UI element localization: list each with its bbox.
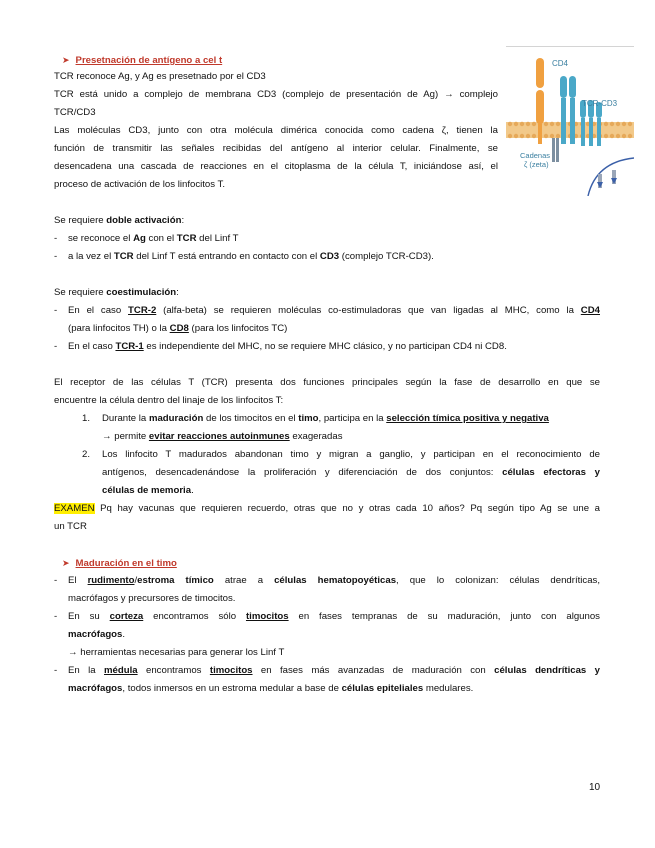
label-zeta: ζ (zeta) bbox=[524, 160, 549, 169]
tcr-cd3-figure bbox=[506, 46, 634, 196]
numbered-item: 1. Durante la maduración de los timocitos en el timo, participa en la selección tímica positiva y negativa bbox=[82, 413, 549, 424]
list-item: - En su corteza encontramos sólo timocitos en fases tempranas de su maduración, junto con algunos bbox=[54, 611, 600, 622]
numbered-item-continuation: → permite evitar reacciones autoinmunes exageradas bbox=[102, 431, 343, 442]
list-item: - En la médula encontramos timocitos en fases más avanzadas de maduración con células dendríticas y bbox=[54, 665, 600, 676]
paragraph-line: TCR está unido a complejo de membrana CD3 (complejo de presentación de Ag) → complejo bbox=[54, 89, 498, 100]
paragraph-line: TCR/CD3 bbox=[54, 107, 96, 118]
list-item: - En el caso TCR-2 (alfa-beta) se requieren moléculas co-estimuladoras que van ligadas al MHC, como la CD4 bbox=[54, 305, 600, 316]
section-heading-maduracion: ➤ Maduración en el timo bbox=[62, 558, 177, 569]
dash-bullet-icon: - bbox=[54, 233, 58, 244]
arrow-bullet-icon: ➤ bbox=[62, 558, 70, 568]
paragraph-line: TCR reconoce Ag, y Ag es presetnado por el CD3 bbox=[54, 71, 266, 82]
list-item-continuation: macrófagos. bbox=[68, 629, 126, 640]
cell-interior-arc bbox=[588, 158, 634, 196]
list-item-continuation: macrófagos, todos inmersos en un estroma medular a base de células epiteliales medulares. bbox=[68, 683, 474, 694]
list-item-continuation: → herramientas necesarias para generar los Linf T bbox=[68, 647, 285, 658]
doble-activacion-intro: Se requiere doble activación: bbox=[54, 215, 185, 226]
label-cadenas: Cadenas bbox=[520, 151, 551, 160]
list-item: - El rudimento/estroma tímico atrae a células hematopoyéticas, que lo colonizan: células dendríticas, bbox=[54, 575, 601, 586]
dash-bullet-icon: - bbox=[54, 575, 58, 586]
paragraph-line: función de transmitir las señales recibidas del antígeno al interior celular. Finalmente, se bbox=[54, 143, 498, 154]
section-heading-presentacion: ➤ Presetnación de antígeno a cel t bbox=[62, 55, 223, 66]
list-item: - se reconoce el Ag con el TCR del Linf T bbox=[54, 233, 239, 244]
numbered-item: 2. Los linfocito T madurados abandonan timo y migran a ganglio, y participan en el reconocimiento de bbox=[82, 449, 600, 460]
dash-bullet-icon: - bbox=[54, 341, 58, 352]
list-item: - a la vez el TCR del Linf T está entrando en contacto con el CD3 (complejo TCR-CD3). bbox=[54, 251, 434, 262]
page-number: 10 bbox=[589, 782, 601, 793]
dash-bullet-icon: - bbox=[54, 305, 58, 316]
dash-bullet-icon: - bbox=[54, 665, 58, 676]
numbered-item-continuation: células de memoria. bbox=[102, 485, 194, 496]
dash-bullet-icon: - bbox=[54, 251, 58, 262]
coestimulacion-intro: Se requiere coestimulación: bbox=[54, 287, 179, 298]
dash-bullet-icon: - bbox=[54, 611, 58, 622]
list-item-continuation: (para linfocitos TH) o la CD8 (para los linfocitos TC) bbox=[68, 323, 288, 334]
numbered-item-continuation: antígenos, desencadenándose la proliferación y diferenciación de dos conjuntos: células efectoras y bbox=[102, 467, 600, 478]
examen-note-continuation: un TCR bbox=[54, 521, 87, 532]
arrow-bullet-icon: ➤ bbox=[62, 55, 70, 65]
paragraph-line: encuentre la célula dentro del linaje de los linfocitos T: bbox=[54, 395, 284, 406]
paragraph-line: El receptor de las células T (TCR) presenta dos funciones principales según la fase de desarrollo en que se bbox=[54, 377, 600, 388]
examen-highlight: EXAMEN bbox=[54, 503, 95, 514]
list-item-continuation: macrófagos y precursores de timocitos. bbox=[68, 593, 236, 604]
paragraph-line: desencadena una cascada de reacciones en el citoplasma de la célula T, iniciándose así, el bbox=[54, 161, 498, 172]
examen-note: EXAMEN Pq hay vacunas que requieren recuerdo, otras que no y otras cada 10 años? Pq según tipo Ag se une a bbox=[54, 503, 600, 514]
list-item: - En el caso TCR-1 es independiente del MHC, no se requiere MHC clásico, y no participan CD4 ni CD8. bbox=[54, 341, 507, 352]
label-cd4: CD4 bbox=[552, 59, 569, 68]
label-tcr-cd3: TCR-CD3 bbox=[582, 99, 618, 108]
zeta-chains bbox=[552, 138, 559, 162]
paragraph-line: Las moléculas CD3, junto con otra molécula dimérica conocida como cadena ζ, tienen la bbox=[54, 125, 498, 136]
tcr-cd3-diagram bbox=[506, 46, 634, 196]
paragraph-line: proceso de activación de los linfocitos T. bbox=[54, 179, 226, 190]
